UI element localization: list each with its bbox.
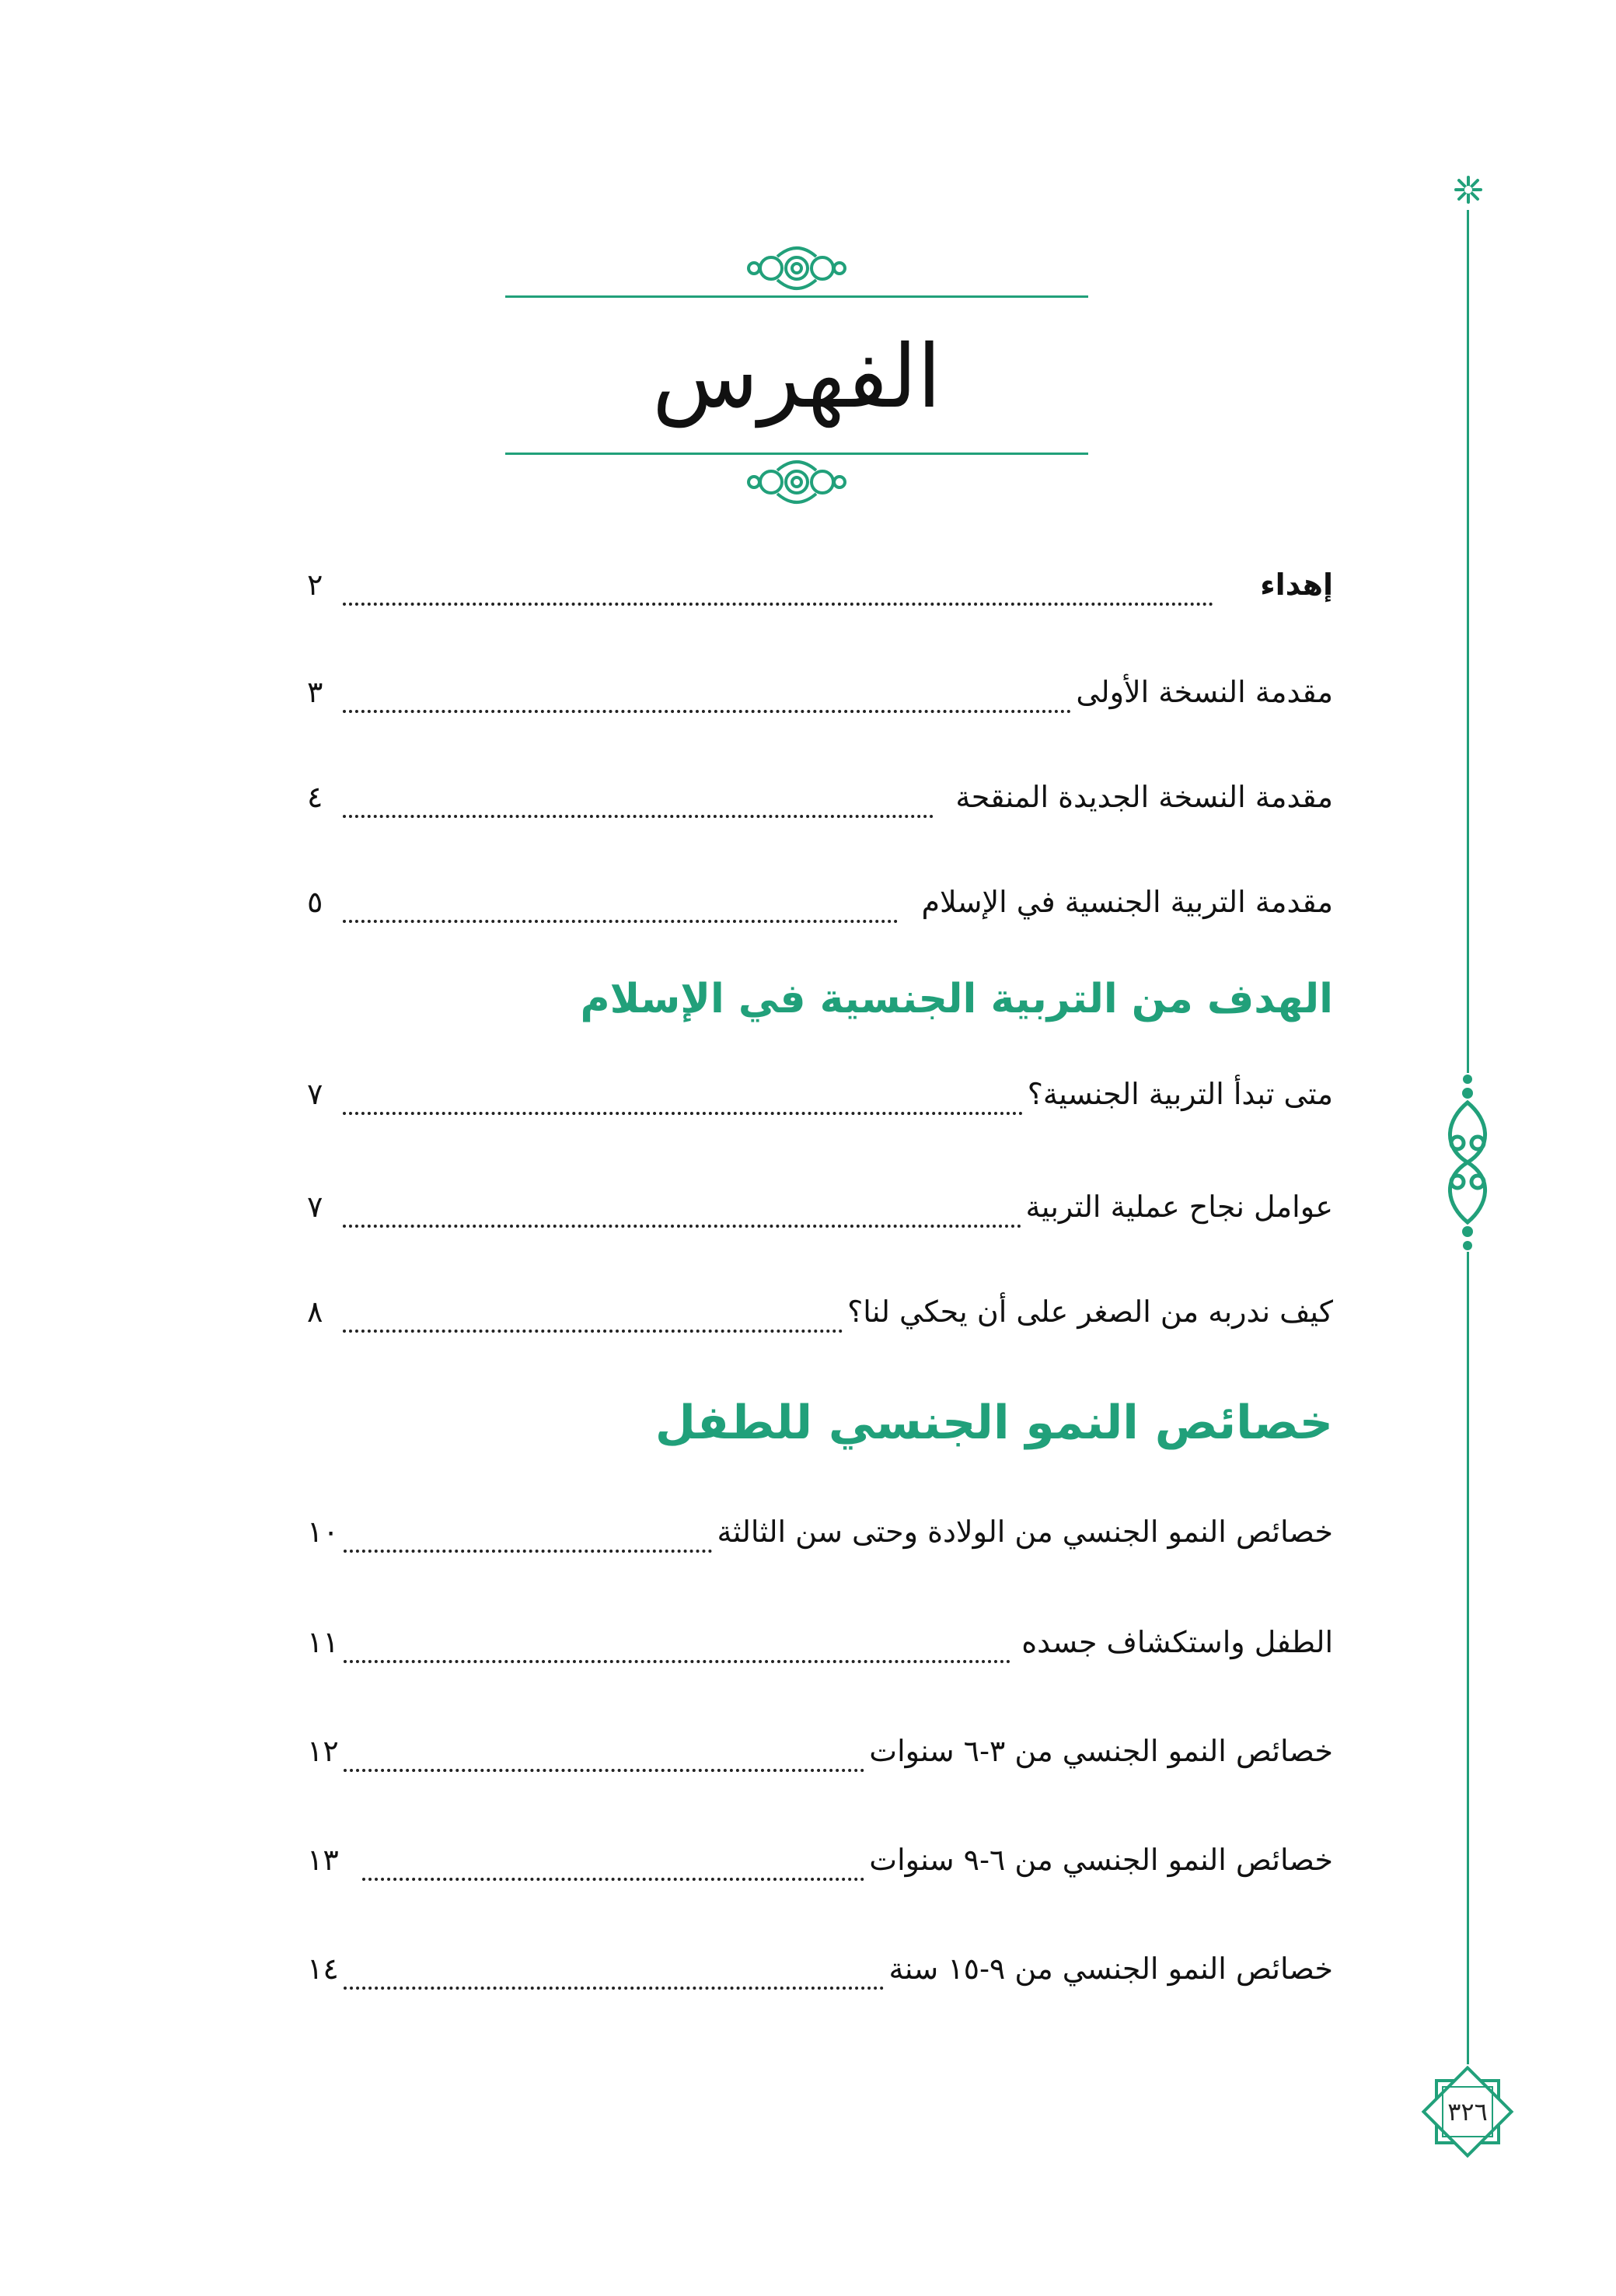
toc-entry[interactable]	[307, 1190, 1333, 1244]
toc-entry-page: ٧	[307, 1190, 323, 1224]
leader-dots	[344, 1660, 1010, 1663]
toc-entry[interactable]	[307, 885, 1333, 939]
toc-entry[interactable]	[307, 1295, 1333, 1349]
leader-dots	[343, 710, 1071, 713]
toc-entry-page: ٧	[307, 1077, 323, 1111]
toc-entry-title: خصائص النمو الجنسي من الولادة وحتى سن الثالثة	[717, 1515, 1333, 1549]
toc-entry-title: عوامل نجاح عملية التربية	[1025, 1190, 1333, 1224]
toc-entry[interactable]	[307, 1952, 1333, 2006]
toc-entry-title: خصائص النمو الجنسي من ٩-١٥ سنة	[888, 1952, 1333, 1986]
header-rule-top	[505, 295, 1088, 298]
toc-entry-page: ١٣	[307, 1843, 339, 1877]
page-title: الفهرس	[651, 327, 942, 428]
flower-icon	[1454, 175, 1483, 204]
toc-entry[interactable]	[307, 675, 1333, 729]
toc-entry[interactable]	[307, 1734, 1333, 1788]
toc-entry-page: ٨	[307, 1295, 323, 1329]
scroll-ornament-icon	[746, 455, 847, 509]
toc-entry-page: ٥	[307, 885, 323, 919]
toc-entry-title: خصائص النمو الجنسي من ٣-٦ سنوات	[869, 1734, 1333, 1768]
toc-entry-page: ٢	[307, 568, 323, 602]
leader-dots	[343, 1112, 1023, 1115]
scroll-ornament-icon	[746, 241, 847, 295]
toc-entry-page: ١١	[307, 1625, 339, 1659]
section-heading: خصائص النمو الجنسي للطفل	[654, 1396, 1333, 1450]
toc-entry-title: متى تبدأ التربية الجنسية؟	[1027, 1077, 1333, 1111]
toc-entry-title: كيف ندربه من الصغر على أن يحكي لنا؟	[847, 1295, 1333, 1329]
toc-header	[505, 233, 1088, 521]
toc-entry-title: خصائص النمو الجنسي من ٦-٩ سنوات	[869, 1843, 1333, 1877]
leader-dots	[343, 920, 898, 923]
toc-entry[interactable]	[307, 1077, 1333, 1131]
toc-entry[interactable]	[307, 1515, 1333, 1569]
toc-entry-title: مقدمة النسخة الأولى	[1076, 675, 1333, 709]
toc-entry-title: إهداء	[1260, 568, 1333, 602]
toc-entry-page: ١٢	[307, 1734, 339, 1768]
toc-entry-title: الطفل واستكشاف جسده	[1021, 1625, 1333, 1659]
leader-dots	[343, 1225, 1021, 1228]
toc-entry-title: مقدمة النسخة الجديدة المنقحة	[955, 780, 1333, 814]
toc-entry-title: مقدمة التربية الجنسية في الإسلام	[921, 885, 1333, 919]
section-heading: الهدف من التربية الجنسية في الإسلام	[580, 976, 1333, 1022]
leader-dots	[344, 1987, 885, 1990]
leader-dots	[343, 1330, 843, 1333]
toc-entry-page: ٤	[307, 780, 323, 814]
page-number: ٣٢٦	[1447, 2097, 1488, 2127]
toc-entry-page: ١٤	[307, 1952, 339, 1986]
toc-entry-page: ١٠	[307, 1515, 339, 1549]
leader-dots	[344, 1769, 864, 1772]
toc-entry[interactable]	[307, 1625, 1333, 1679]
toc-entry[interactable]	[307, 568, 1333, 622]
leader-dots	[344, 1550, 713, 1553]
leader-dots	[343, 815, 934, 818]
page-number-badge	[1415, 2059, 1520, 2165]
arabesque-ornament-icon	[1442, 1073, 1493, 1252]
leader-dots	[343, 603, 1213, 606]
leader-dots	[362, 1878, 864, 1881]
toc-entry[interactable]	[307, 780, 1333, 834]
toc-entry-page: ٣	[307, 675, 323, 709]
toc-entry[interactable]	[307, 1843, 1333, 1897]
